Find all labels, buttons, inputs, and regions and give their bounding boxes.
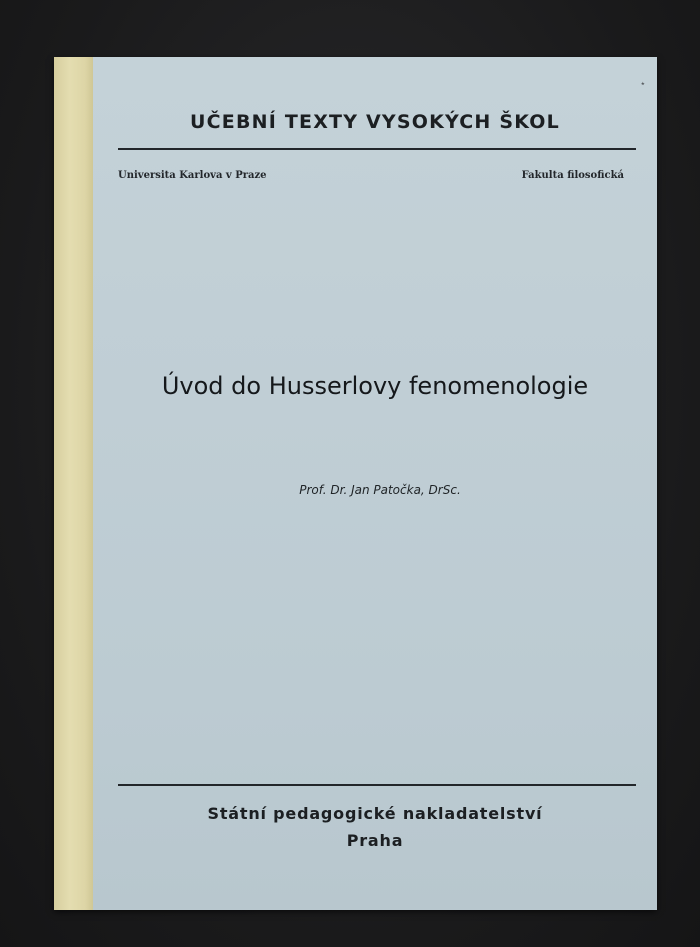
author-name: Prof. Dr. Jan Patočka, DrSc.: [299, 483, 461, 497]
book-title: Úvod do Husserlovy fenomenologie: [161, 372, 589, 400]
publisher-city: Praha: [346, 831, 404, 850]
series-title: UČEBNÍ TEXTY VYSOKÝCH ŠKOL: [190, 111, 560, 133]
publisher-name: Státní pedagogické nakladatelství: [207, 804, 543, 823]
book-cover: [93, 57, 657, 910]
pencil-mark: ٭: [640, 79, 645, 88]
book: [54, 57, 657, 910]
faculty-label: Fakulta filosofická: [521, 170, 624, 181]
top-rule: [118, 148, 636, 150]
book-spine: [54, 57, 93, 910]
university-label: Universita Karlova v Praze: [118, 170, 267, 181]
bottom-rule: [118, 784, 636, 786]
